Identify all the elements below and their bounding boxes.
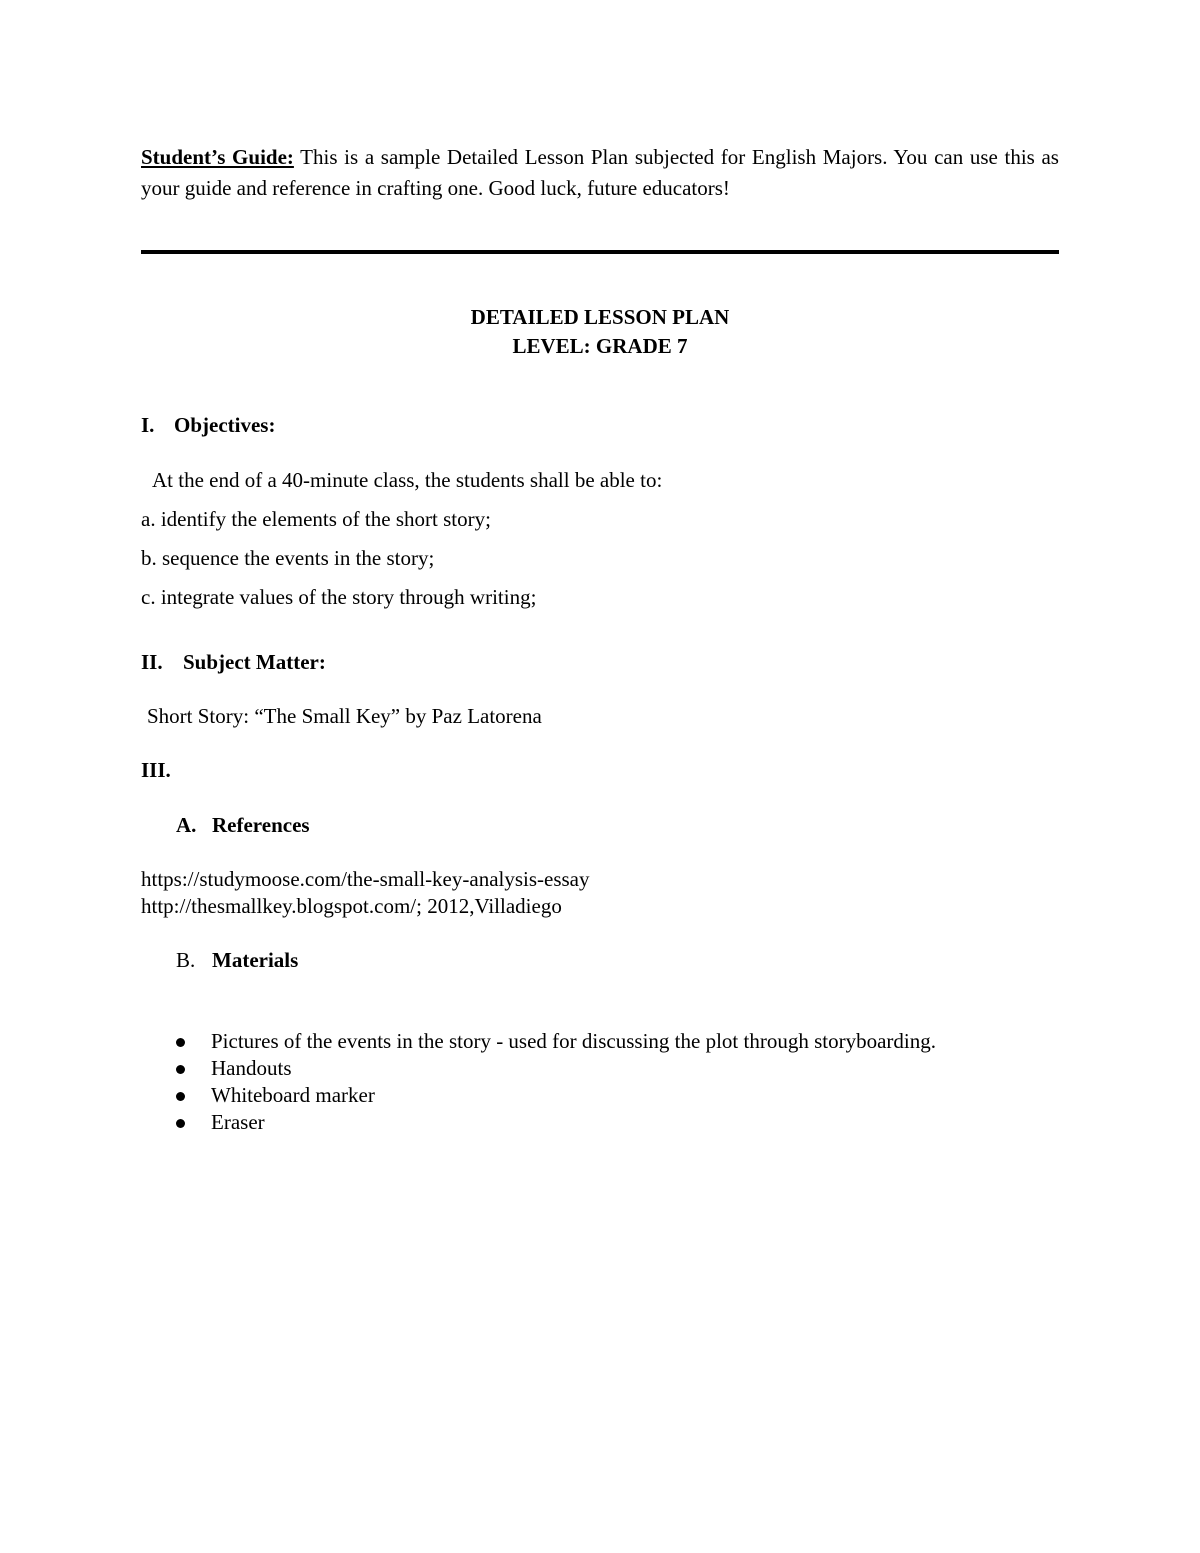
bullet-icon	[176, 1119, 185, 1128]
subject-matter-numeral: II.	[141, 650, 163, 674]
objectives-intro: At the end of a 40-minute class, the students shall be able to:	[152, 468, 663, 492]
reference-link-blogspot[interactable]: http://thesmallkey.blogspot.com/; 2012,Villadiego	[141, 894, 562, 918]
materials-heading: Materials	[212, 948, 299, 972]
subject-matter-text: Short Story: “The Small Key” by Paz Latorena	[147, 704, 542, 728]
objectives-heading: Objectives:	[174, 413, 276, 437]
objective-item-a: a. identify the elements of the short story;	[141, 507, 491, 531]
section-three-numeral: III.	[141, 758, 171, 782]
objectives-numeral: I.	[141, 413, 155, 437]
document-level: LEVEL: GRADE 7	[512, 334, 688, 358]
references-letter: A.	[176, 813, 197, 837]
reference-link-studymoose[interactable]: https://studymoose.com/the-small-key-analysis-essay	[141, 867, 590, 891]
material-item-whiteboard-marker: Whiteboard marker	[211, 1083, 375, 1107]
horizontal-divider	[141, 250, 1059, 254]
objective-item-b: b. sequence the events in the story;	[141, 546, 435, 570]
materials-letter: B.	[176, 948, 196, 972]
document-title: DETAILED LESSON PLAN	[470, 305, 730, 329]
material-item-pictures: Pictures of the events in the story - used for discussing the plot through storyboarding.	[211, 1029, 936, 1053]
bullet-icon	[176, 1065, 185, 1074]
students-guide-paragraph	[141, 142, 1059, 204]
material-item-eraser: Eraser	[211, 1110, 265, 1134]
students-guide-text: This is a sample Detailed Lesson Plan subjected for English Majors. You can use this as your guide and reference in crafting one. Good luck, future educators!	[141, 145, 1059, 200]
bullet-icon	[176, 1092, 185, 1101]
material-item-handouts: Handouts	[211, 1056, 292, 1080]
subject-matter-heading: Subject Matter:	[183, 650, 326, 674]
references-heading: References	[212, 813, 310, 837]
students-guide-label: Student’s Guide:	[141, 145, 294, 169]
bullet-icon	[176, 1038, 185, 1047]
objective-item-c: c. integrate values of the story through writing;	[141, 585, 537, 609]
